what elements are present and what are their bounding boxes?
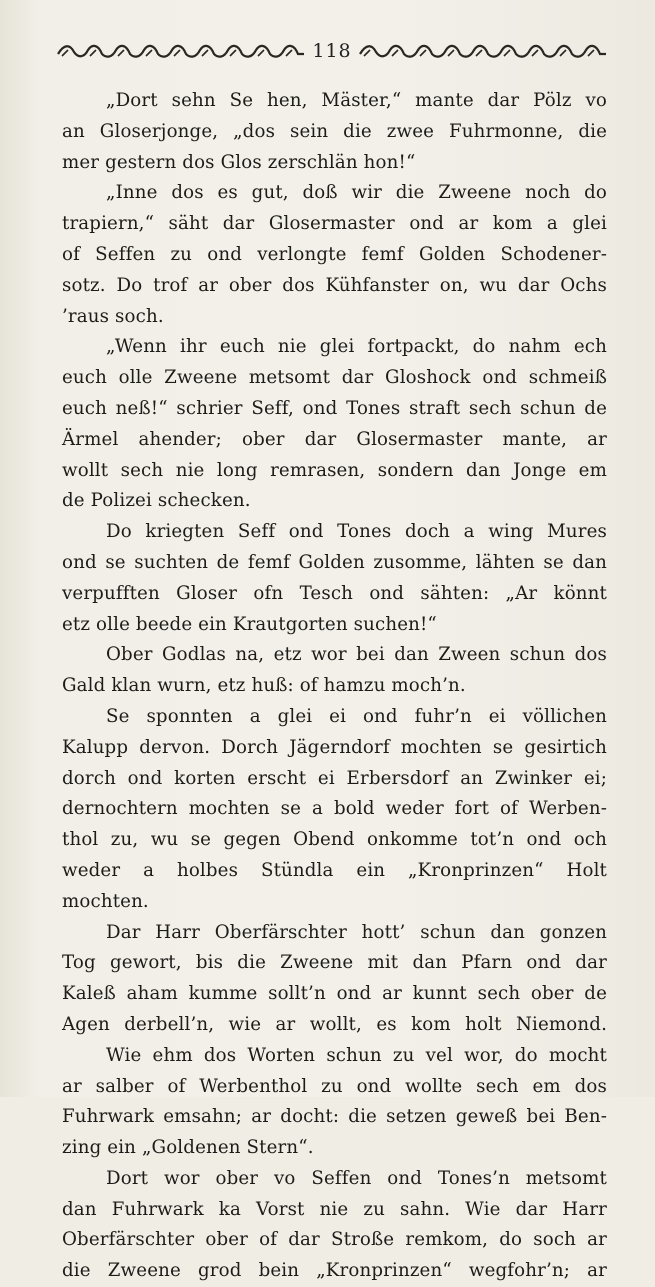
text-line: „Wenn ihr euch nie glei fortpackt, do nahm ech (106, 336, 607, 358)
text-line: ar salber of Werbenthol zu ond wollte sech em dos (62, 1075, 607, 1097)
text-line: Se sponnten a glei ei ond fuhr’n ei völlichen (106, 705, 607, 727)
text-line: of Seffen zu ond verlongte femf Golden Schodener- (62, 243, 607, 265)
page-header (56, 34, 608, 68)
text-line: Dar Harr Oberfärschter hott’ schun dan gonzen (106, 921, 607, 943)
text-line: Ärmel ahender; ober dar Glosermaster mante, ar (62, 428, 607, 450)
text-line: zing ein „Goldenen Stern“. (62, 1137, 314, 1159)
text-line: Dort wor ober vo Seffen ond Tones’n metsomt (106, 1167, 607, 1189)
text-line: Kaleß aham kumme sollt’n ond ar kunnt sech ober de (62, 983, 607, 1005)
text-line: trapiern,“ säht dar Glosermaster ond ar kom a glei (62, 213, 607, 235)
text-line: Agen derbell’n, wie ar wollt, es kom holt Niemond. (62, 1013, 607, 1035)
wave-ornament-right-icon (358, 42, 608, 60)
text-line: „Dort sehn Se hen, Mäster,“ mante dar Pölz vo (106, 90, 607, 111)
text-line: Fuhrwark emsahn; ar docht: die setzen geweß bei Ben- (62, 1106, 607, 1128)
text-line: verpufften Gloser ofn Tesch ond sähten: „Ar könnt (62, 582, 607, 604)
text-line: dorch ond korten erscht ei Erbersdorf an Zwinker ei; (62, 767, 607, 789)
text-line: thol zu, wu se gegen Obend onkomme tot’n ond och (62, 829, 607, 851)
text-line: dan Fuhrwark ka Vorst nie zu sahn. Wie dar Harr (62, 1198, 607, 1220)
text-line: euch olle Zweene metsomt dar Gloshock ond schmeiß (62, 367, 607, 389)
text-line: dernochtern mochten se a bold weder fort of Werben- (62, 798, 607, 820)
text-line: mochten. (62, 890, 149, 912)
text-line: weder a holbes Stündla ein „Kronprinzen“ Holt (62, 859, 607, 881)
body-text (62, 86, 607, 1287)
text-line: etz olle beede ein Krautgorten suchen!“ (62, 613, 437, 635)
text-line: Do kriegten Seff ond Tones doch a wing Mures (106, 521, 607, 543)
page-number: 118 (312, 40, 352, 62)
text-line: ’raus soch. (62, 305, 164, 327)
text-line: sotz. Do trof ar ober dos Kühfanster on, wu dar Ochs (62, 274, 607, 296)
wave-ornament-left-icon (56, 42, 306, 60)
text-line: wollt sech nie long remrasen, sondern dan Jonge em (62, 459, 607, 481)
text-line: Tog gewort, bis die Zweene mit dan Pfarn ond dar (62, 952, 607, 974)
text-line: mer gestern dos Glos zerschlän hon!“ (62, 151, 416, 173)
text-line: „Inne dos es gut, doß wir die Zweene noch do (106, 182, 607, 204)
text-line: die Zweene grod bein „Kronprinzen“ wegfohr’n; ar (62, 1260, 607, 1282)
text-line: Ober Godlas na, etz wor bei dan Zween schun dos (106, 644, 607, 666)
text-line: euch neß!“ schrier Seff, ond Tones straft sech schun de (62, 397, 607, 419)
text-line: Kalupp dervon. Dorch Jägerndorf mochten se gesirtich (62, 736, 607, 758)
text-line: an Gloserjonge, „dos sein die zwee Fuhrmonne, die (62, 120, 607, 142)
text-line: Wie ehm dos Worten schun zu vel wor, do mocht (106, 1044, 607, 1066)
text-line: Gald klan wurn, etz huß: of hamzu moch’n. (62, 675, 466, 697)
text-line: de Polizei schecken. (62, 490, 251, 512)
text-line: ond se suchten de femf Golden zusomme, lähten se dan (62, 551, 607, 573)
text-line: Oberfärschter ober of dar Stroße remkom, do soch ar (62, 1229, 607, 1251)
